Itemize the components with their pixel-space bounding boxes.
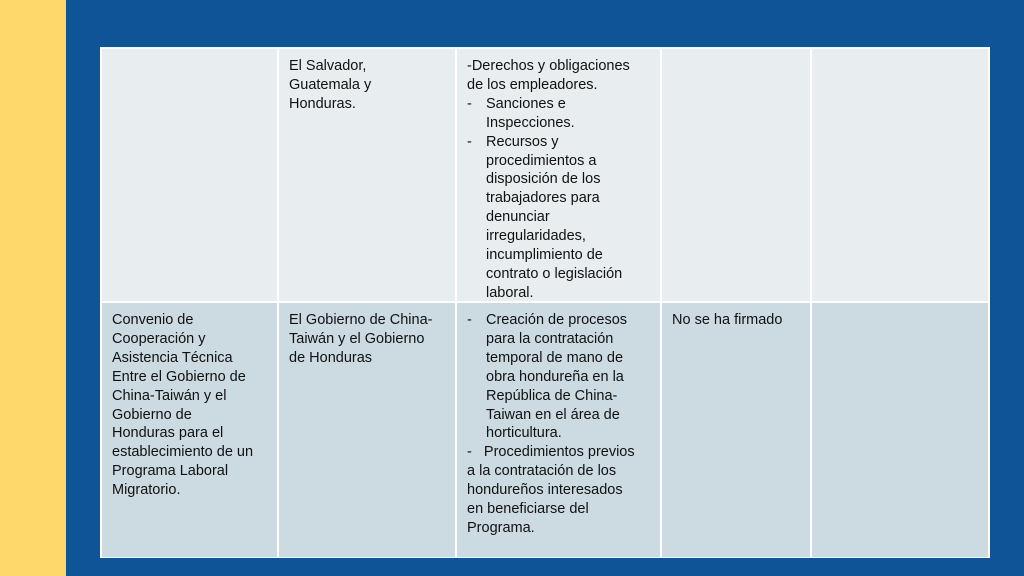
row2-col2-cell: [279, 303, 455, 557]
cell-text-line: Honduras.: [289, 95, 356, 112]
cell-text-line: Entre el Gobierno de: [112, 368, 246, 385]
cell-text-line: hondureños interesados: [467, 482, 623, 499]
bullet-text-line: procedimientos a: [486, 152, 597, 169]
row1-col1-cell: [102, 49, 277, 301]
bullet-item: [467, 311, 652, 443]
bullet-text-line: trabajadores para: [486, 190, 600, 207]
cell-text-line: a la contratación de los: [467, 463, 617, 480]
cell-text-line: El Gobierno de China-: [289, 312, 433, 328]
row2-col3-cell: [457, 303, 660, 557]
row1-col4-cell: [662, 49, 810, 301]
cell-text-line: Guatemala y: [289, 76, 372, 93]
left-accent-stripe: [0, 0, 66, 576]
bullet-item: [467, 95, 652, 133]
bullet-text-line: República de China-: [486, 387, 618, 404]
cell-text-line: Migratorio.: [112, 482, 181, 499]
bullet-text-line: Taiwan en el área de: [486, 406, 620, 423]
bullet-text-line: horticultura.: [486, 425, 562, 442]
cell-text-line: establecimiento de un: [112, 444, 254, 461]
bullet-text-line: Creación de procesos: [486, 312, 628, 328]
cell-text-line: en beneficiarse del: [467, 501, 589, 518]
status-text: No se ha firmado: [672, 312, 783, 328]
bullet-dash: -: [467, 95, 472, 112]
cell-text-line: Honduras para el: [112, 425, 224, 442]
bullet-text-line: denunciar: [486, 209, 550, 226]
bullet-text-line: Inspecciones.: [486, 114, 575, 131]
cell-text-line: Programa Laboral: [112, 463, 229, 480]
bullet-text-line: Recursos y: [486, 133, 559, 150]
bullet-item: [467, 133, 652, 303]
row2-col5-cell: [812, 303, 988, 557]
cell-text-line: China-Taiwán y el: [112, 387, 227, 404]
cell-text-line: Cooperación y: [112, 330, 206, 347]
cell-text-line: Taiwán y el Gobierno: [289, 330, 425, 347]
cell-text-line: Asistencia Técnica: [112, 349, 233, 366]
bullet-text-line: obra hondureña en la: [486, 368, 624, 385]
bullet-text-line: temporal de mano de: [486, 349, 624, 366]
row1-col3-cell: [457, 49, 660, 301]
cell-text-line: de Honduras: [289, 349, 373, 366]
cell-text-line: Gobierno de: [112, 406, 192, 423]
cell-text-line: de los empleadores.: [467, 76, 598, 93]
row1-col2-cell: [279, 49, 455, 301]
bullet-text-line: laboral.: [486, 284, 534, 301]
cell-text-line: -Derechos y obligaciones: [467, 58, 630, 74]
bullet-text-line: irregularidades,: [486, 228, 586, 245]
bullet-dash: -: [467, 133, 472, 150]
cell-text-line: Convenio de: [112, 312, 194, 328]
bullet-text-line: contrato o legislación: [486, 265, 623, 282]
bullet-text-line: para la contratación: [486, 330, 614, 347]
bullet-text-line: Sanciones e: [486, 95, 566, 112]
bullet-text-line: incumplimiento de: [486, 247, 603, 264]
cell-text-line: Programa.: [467, 519, 535, 536]
row2-col4-cell: [662, 303, 810, 557]
cell-text-line: El Salvador,: [289, 58, 367, 74]
bullet-text-line: disposición de los: [486, 171, 601, 188]
row1-col5-cell: [812, 49, 988, 301]
bullet-dash: -: [467, 312, 472, 328]
cell-text-line: - Procedimientos previos: [467, 444, 635, 461]
row2-col1-cell: [102, 303, 277, 557]
